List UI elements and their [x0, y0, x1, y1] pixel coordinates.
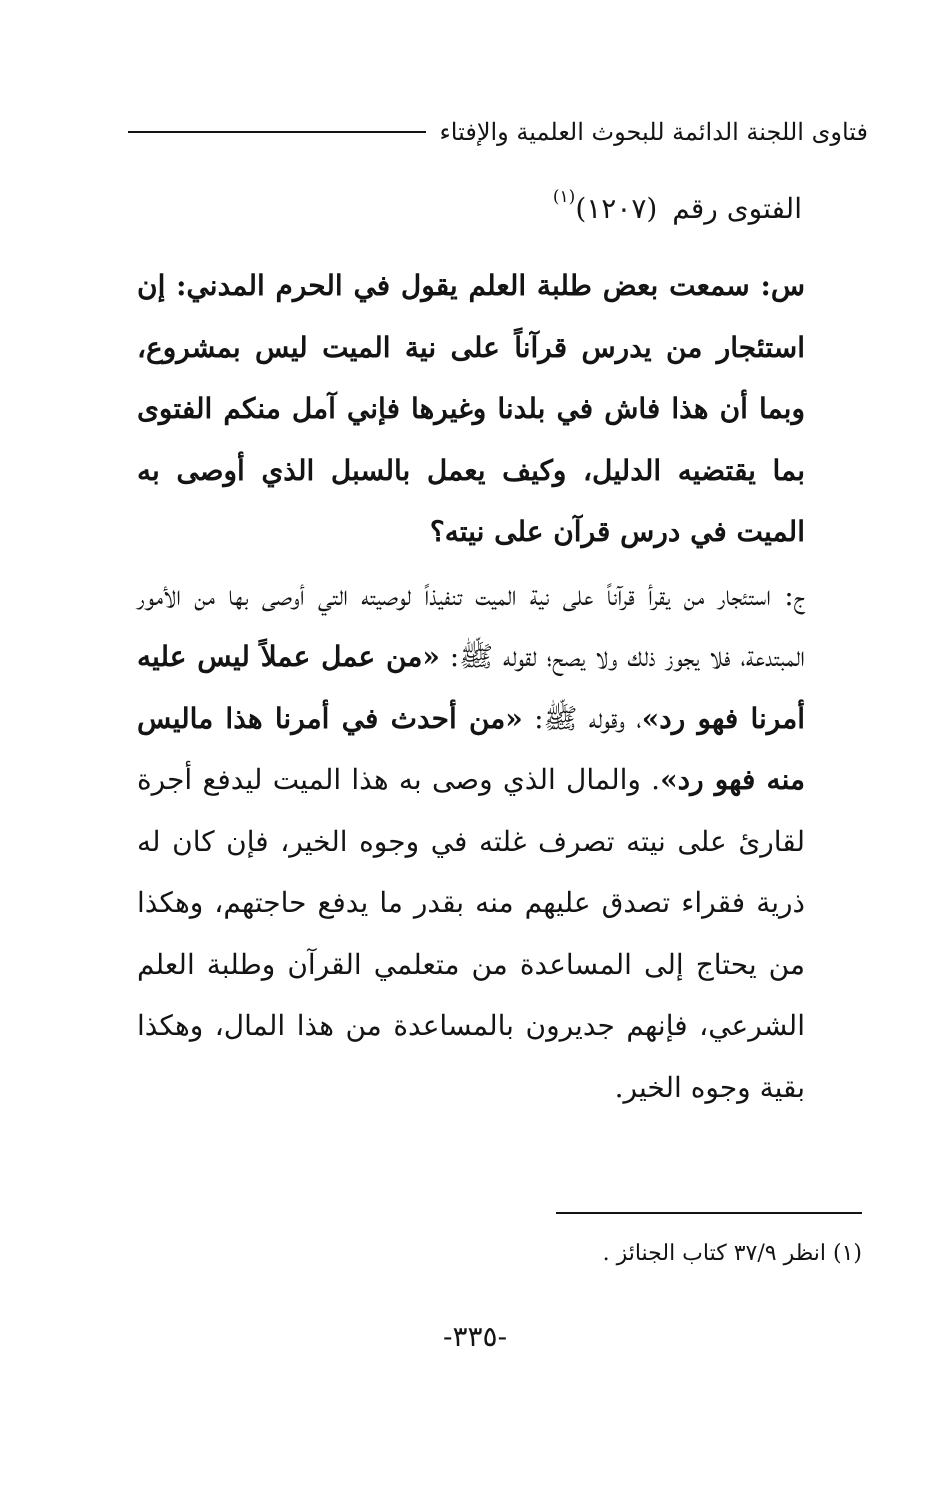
hadith-quote-2: «من أحدث في أمرنا هذا ماليس منه فهو رد» — [137, 701, 806, 796]
header-title: فتاوى اللجنة الدائمة للبحوث العلمية والإفتاء — [439, 118, 868, 146]
answer-text-2: ، وقوله ﷺ: — [534, 701, 642, 735]
header-rule — [128, 131, 426, 133]
answer-text-3: . والمال الذي وصى به هذا الميت ليدفع أجرة لقارئ على نيته تصرف غلته في وجوه الخير، فإن كان له ذرية فقراء تصدق عليهم منه بقدر ما يدفع حاجتهم، وهكذا من يحتاج إلى المساعدة من متعلمي القرآن وطلبة العلم الشرعي، فإنهم جديرون بالمساعدة من هذا المال، وهكذا بقية وجوه الخير. — [137, 763, 805, 1104]
fatwa-label: الفتوى رقم — [672, 192, 802, 225]
running-header — [128, 112, 868, 152]
fatwa-body — [137, 255, 805, 1118]
question-paragraph: س: سمعت بعض طلبة العلم يقول في الحرم المدني: إن استئجار من يدرس قرآناً على نية الميت ليس بمشروع، وبما أن هذا فاش في بلدنا وغيرها فإني آمل منكم الفتوى بما يقتضيه الدليل، وكيف يعمل بالسبل الذي أوصى به الميت في درس قرآن على نيته؟ — [137, 269, 805, 548]
footnote-reference: (١) — [552, 186, 576, 207]
answer-paragraph — [137, 565, 805, 1119]
hadith-quote-1: «من عمل عملاً ليس عليه أمرنا فهو رد» — [137, 640, 805, 735]
fatwa-title — [552, 186, 802, 226]
footnote-separator — [556, 1212, 862, 1214]
fatwa-number: (١٢٠٧) — [575, 192, 658, 225]
footnote: (١) انظر ٣٧/٩ كتاب الجنائز . — [602, 1241, 862, 1266]
answer-text-1: ج: استئجار من يقرأ قرآناً على نية الميت تنفيذاً لوصيته التي أوصى بها من الأمور المبتدعة، فلا يجوز ذلك ولا يصح؛ لقوله ﷺ: — [137, 578, 806, 673]
page-number: -٣٣٥- — [442, 1320, 508, 1353]
